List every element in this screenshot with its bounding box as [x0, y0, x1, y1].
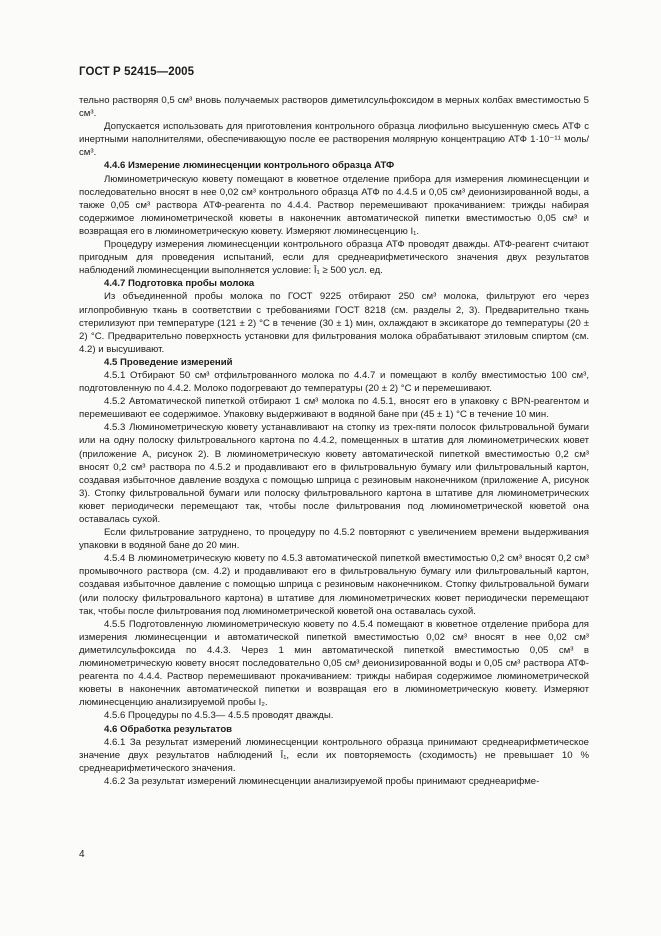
paragraph: 4.5.4 В люминометрическую кювету по 4.5.3 автоматической пипеткой вместимостью 0,2 см³ вносят 0,2 см³ промывочного раствора (см. 4.2) и продавливают его в фильтровальную бумагу или фильтровальный картон, создавая избыточное давление с помощью шприца с резиновым наконечником. Стопку фильтровальной бумаги (или полоску фильтровального картона) в штативе для люминометрических кювет периодически перемещают так, чтобы после фильтрования под люминометрической кюветой она оставалась сухой.: [79, 553, 589, 617]
section-heading: 4.6 Обработка результатов: [104, 723, 233, 735]
paragraph: 4.6.2 За результат измерений люминесценции анализируемой пробы принимают среднеарифме-: [104, 775, 540, 787]
paragraph: Процедуру измерения люминесценции контрольного образца АТФ проводят дважды. АТФ-реагент считают пригодным для проведения испытаний, если для среднеарифметического значения двух результатов наблюдений люминесценции выполняется условие: Ī₁ ≥ 500 усл. ед.: [79, 239, 589, 277]
paragraph: 4.5.6 Процедуры по 4.5.3— 4.5.5 проводят дважды.: [104, 710, 334, 722]
section-heading: 4.5 Проведение измерений: [104, 356, 233, 368]
paragraph: тельно растворяя 0,5 см³ вновь получаемых растворов диметилсульфоксидом в мерных колбах вместимостью 5 см³.: [79, 95, 589, 120]
document-header: ГОСТ Р 52415—2005: [79, 66, 195, 78]
document-body: [79, 94, 589, 788]
paragraph: 4.5.3 Люминометрическую кювету устанавливают на стопку из трех-пяти полосок фильтровальной бумаги или на одну полоску фильтровального картона по 4.4.2, помещенных в штатив для люминометрических кювет (приложение А, рисунок 2). В люминометрическую кювету автоматической пипеткой вместимостью 0,2 см³ вносят 0,2 см³ раствора по 4.5.2 и продавливают его в фильтровальную бумагу или фильтровальный картон, создавая избыточное давление воздуха с помощью шприца с резиновым наконечником (приложение А, рисунок 3). Стопку фильтровальной бумаги или полоску фильтровального картона в штативе для люминометрических кювет периодически перемещают так, чтобы после фильтрования под люминометрической кюветой она оставалась сухой.: [79, 422, 589, 525]
paragraph: 4.5.1 Отбирают 50 см³ отфильтрованного молока по 4.4.7 и помещают в колбу вместимостью 100 см³, подготовленную по 4.4.2. Молоко подогревают до температуры (20 ± 2) °С и перемешивают.: [79, 369, 589, 395]
paragraph: 4.6.1 За результат измерений люминесценции контрольного образца принимают среднеарифметическое значение двух результатов наблюдений Ī₁, если их повторяемость (сходимость) не превышает 10 % среднеарифметического значения.: [79, 736, 589, 774]
paragraph: 4.5.2 Автоматической пипеткой отбирают 1 см³ молока по 4.5.1, вносят его в упаковку с BPN-реагентом и перемешивают ее содержимое. Упаковку выдерживают в водяной бане при (45 ± 1) °С в течение 10 мин.: [79, 396, 589, 421]
paragraph: Люминометрическую кювету помещают в кюветное отделение прибора для измерения люминесценции и последовательно вносят в нее 0,02 см³ контрольного образца АТФ по 4.4.5 и 0,05 см³ деионизированной воды, а также 0,05 см³ раствора АТФ-реагента по 4.4.4. Раствор перемешивают прокачиванием: трижды набирая содержимое люминометрической кюветы в наконечник автоматической пипетки вместимостью 0,05 см³ и возвращая его в люминометрическую кювету. Измеряют люминесценцию I₁.: [79, 173, 589, 237]
page-number: 4: [79, 849, 85, 860]
section-heading: 4.4.7 Подготовка пробы молока: [104, 278, 255, 290]
paragraph: Если фильтрование затруднено, то процедуру по 4.5.2 повторяют с увеличением времени выдерживания упаковки в водяной бане до 20 мин.: [79, 527, 589, 552]
paragraph: 4.5.5 Подготовленную люминометрическую кювету по 4.5.4 помещают в кюветное отделение прибора для измерения люминесценции и автоматической пипеткой вместимостью 0,02 см³ вносят в нее 0,02 см³ диметилсульфоксида по 4.4.3. Через 1 мин автоматической пипеткой вместимостью 0,05 см³ в люминометрическую кювету вносят последовательно 0,05 см³ деионизированной воды и 0,05 см³ раствора АТФ-реагента по 4.4.4. Раствор перемешивают прокачиванием: трижды набирая содержимое люминометрической кюветы в наконечник автоматической пипетки и возвращая его в люминометрическую кювету. Измеряют люминесценцию анализируемой пробы I₂.: [79, 618, 589, 709]
paragraph: Из объединенной пробы молока по ГОСТ 9225 отбирают 250 см³ молока, фильтруют его через иглопробивную ткань в соответствии с требованиями ГОСТ 8218 (см. разделы 2, 3). Предварительно ткань стерилизуют при температуре (121 ± 2) °С в течение (30 ± 1) мин, охлаждают в эксикаторе до температуры (20 ± 2) °С. Предварительно поверхность установки для фильтрования молока обрабатывают этиловым спиртом (см. 4.2) и высушивают.: [79, 291, 589, 355]
paragraph: Допускается использовать для приготовления контрольного образца лиофильно высушенную смесь АТФ с инертными наполнителями, обеспечивающую после ее растворения молярную концентрацию АТФ 1·10⁻¹¹ моль/см³.: [79, 121, 589, 159]
section-heading: 4.4.6 Измерение люминесценции контрольного образца АТФ: [104, 160, 395, 172]
